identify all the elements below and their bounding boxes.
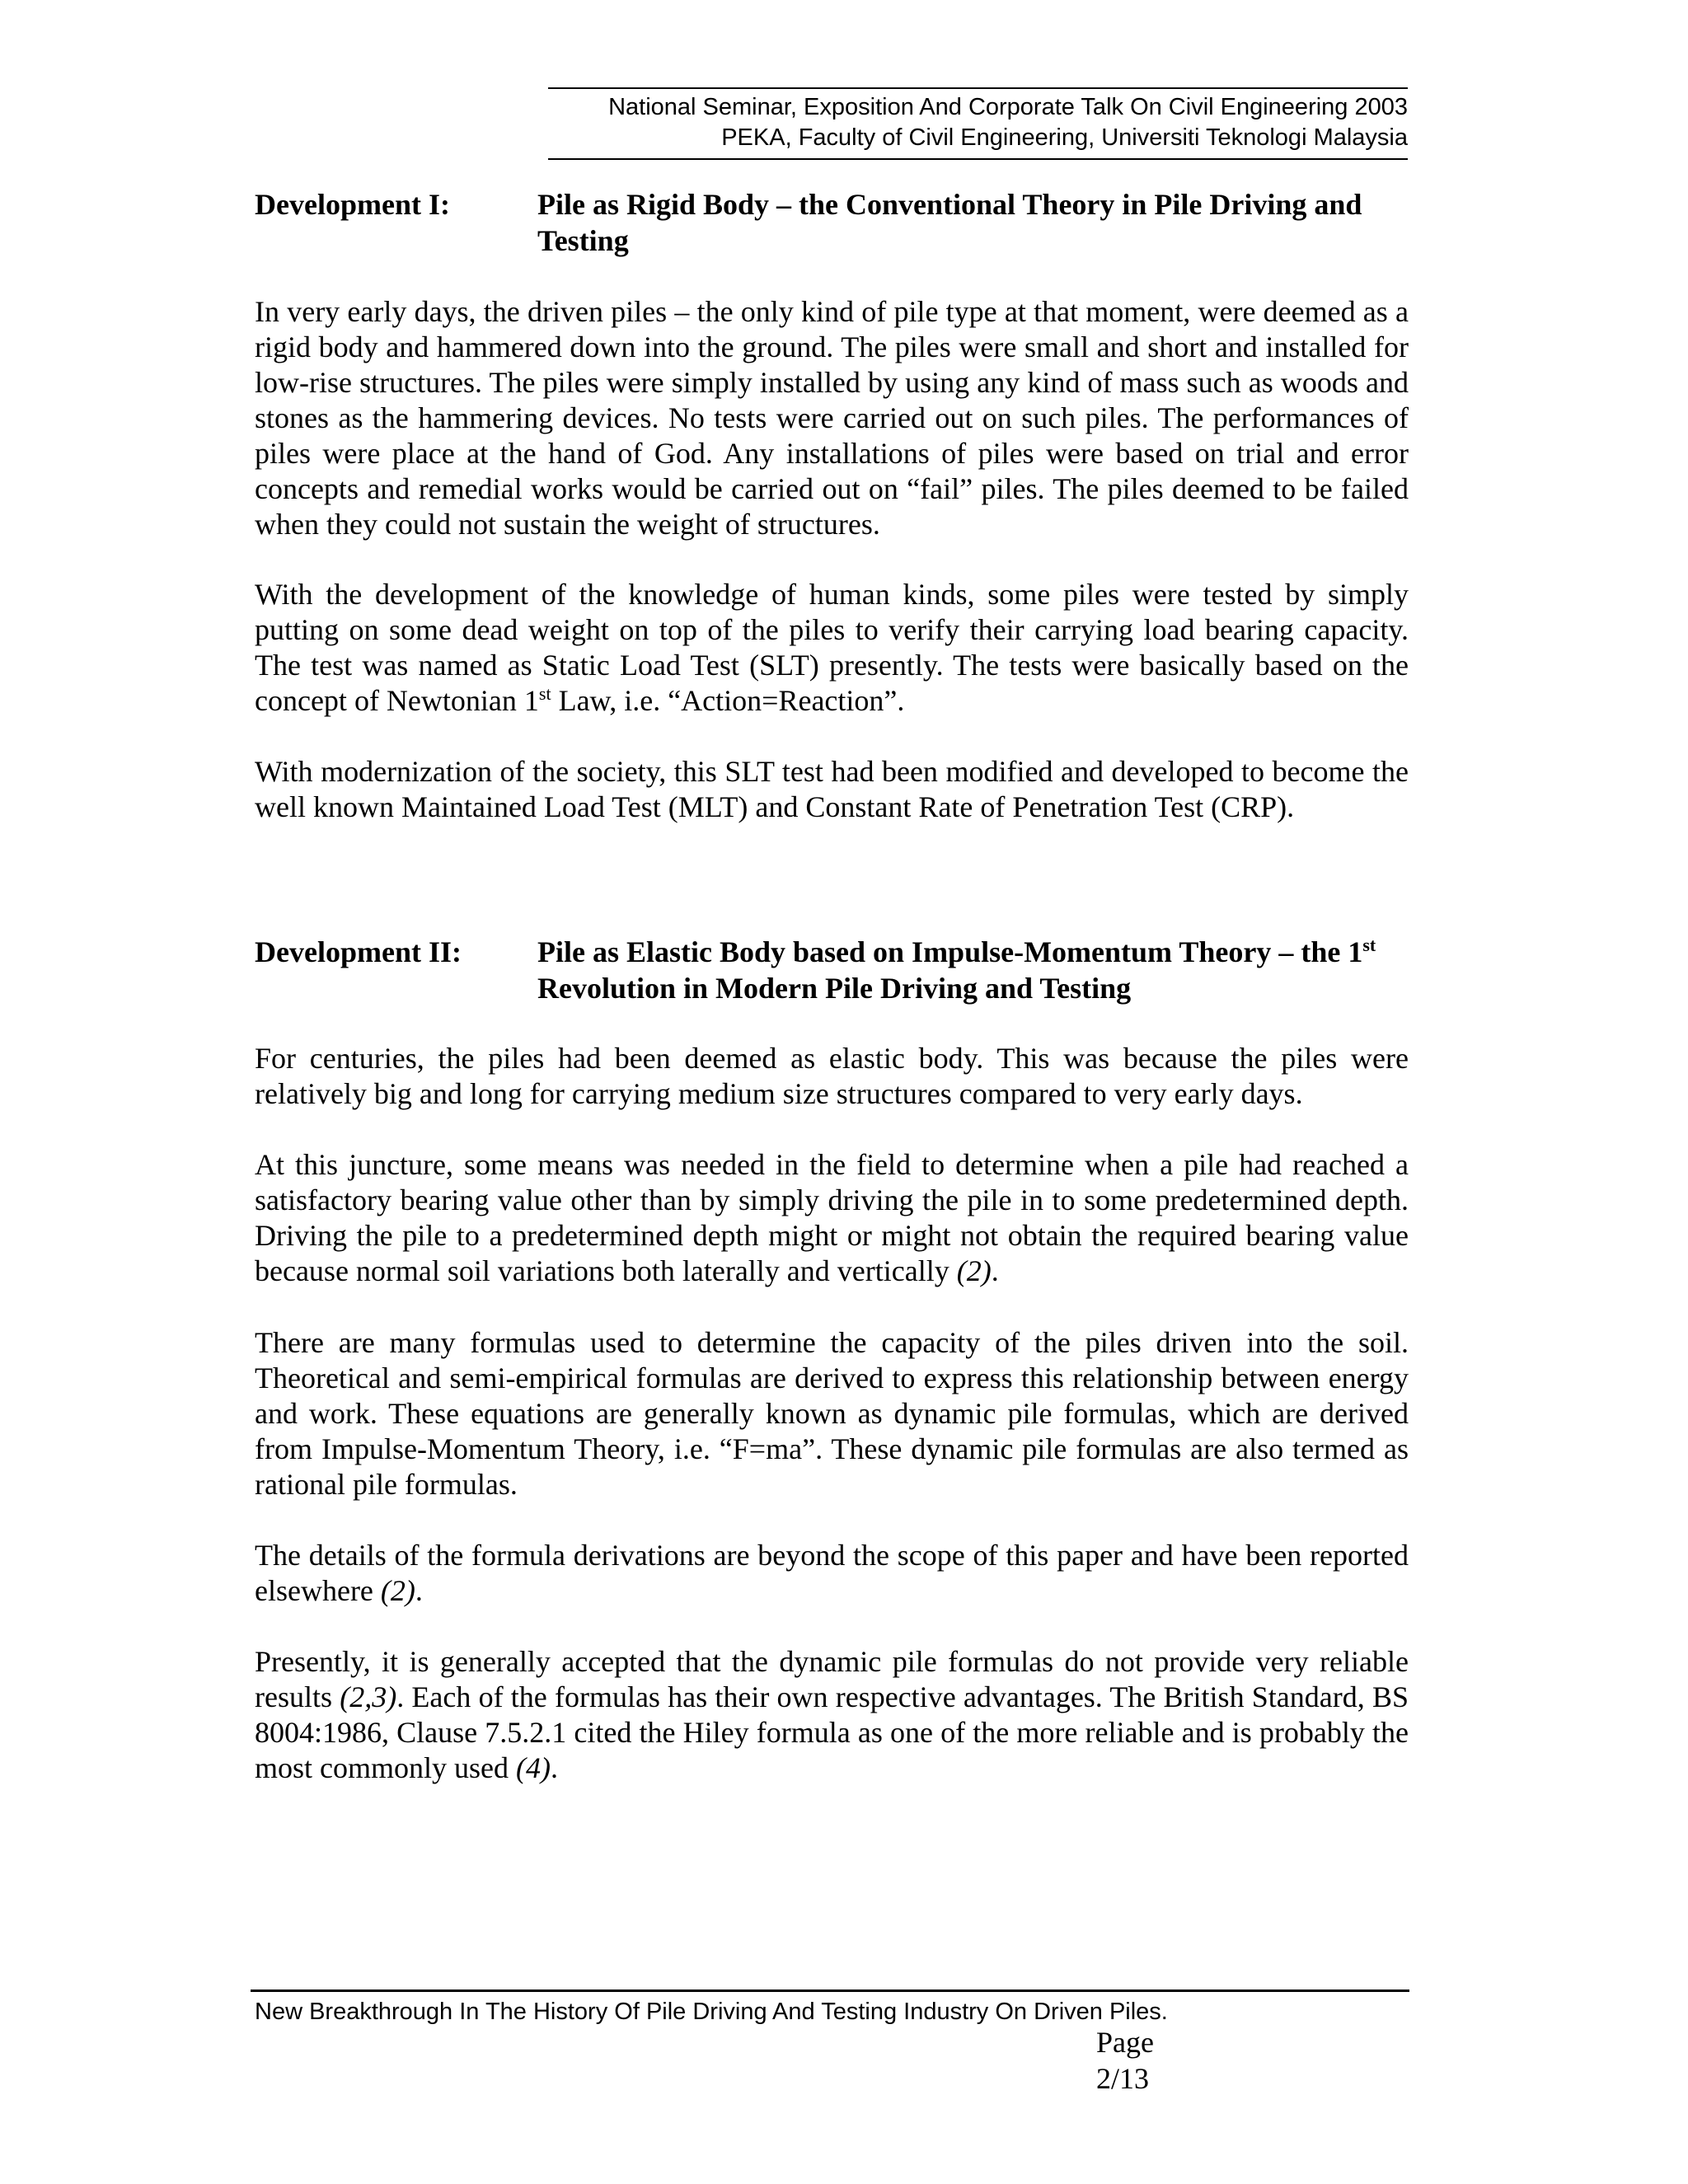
superscript: st [538,683,551,704]
header-line-2: PEKA, Faculty of Civil Engineering, Universiti Teknologi Malaysia [721,124,1408,151]
citation: (2,3) [340,1680,397,1713]
paragraph: Presently, it is generally accepted that the dynamic pile formulas do not provide very reliable results (2,3). Each of the formulas has their own respective advantages. The British Standard, BS 8004:1986, Clause 7.5.2.1 cited the Hiley formula as one of the more reliable and is probably the most commonly used (4). [255,1645,1409,1784]
paragraph: At this juncture, some means was needed in the field to determine when a pile had reached a satisfactory bearing value other than by simply driving the pile in to some predetermined depth. Driving the pile to a predetermined depth might or might not obtain the required bearing value because normal soil variations both laterally and vertically (2). [255,1148,1409,1287]
header-line-1: National Seminar, Exposition And Corporate Talk On Civil Engineering 2003 [608,94,1408,120]
footer-text: New Breakthrough In The History Of Pile Driving And Testing Industry On Driven Piles. [255,1999,1168,2025]
paragraph: For centuries, the piles had been deemed as elastic body. This was because the piles were relatively big and long for carrying medium size structures compared to very early days. [255,1042,1409,1110]
citation: (2) [956,1254,992,1287]
section-label: Development I: [255,188,450,221]
superscript: st [1362,935,1376,955]
paragraph: The details of the formula derivations are beyond the scope of this paper and have been reported elsewhere (2). [255,1539,1409,1607]
document-page: National Seminar, Exposition And Corporate Talk On Civil Engineering 2003 PEKA, Faculty of Civil Engineering, Universiti Teknologi Malaysia Development I: Pile as Rigid Body – the Conventional Theory in Pile Driving and Testing In very early days, the driven piles – the only kind of pile type at that moment, were deemed as a rigid body and hammered down into the ground. The piles were small and short and installed for low-rise structures. The piles were simply installed by using any kind of mass such as woods and stones as the hammering devices. No tests were carried out on such piles. The performances of piles were place at the hand of God. Any installations of piles were based on trial and error concepts and remedial works would be carried out on “fail” piles. The piles deemed to be failed when they could not sustain the weight of structures. With the development of the knowledge of human kinds, some piles were tested by simply putting on some dead weight on top of the piles to verify their carrying load bearing capacity. The test was named as Static Load Test (SLT) presently. The tests were basically based on the concept of Newtonian 1st Law, i.e. “Action=Reaction”. With modernization of the society, this SLT test had been modified and developed to become the well known Maintained Load Test (MLT) and Constant Rate of Penetration Test (CRP). Development II: Pile as Elastic Body based on Impulse-Momentum Theory – the 1st Revolution in Modern Pile Driving and Testing For centuries, the piles had been deemed as elastic body. This was because the piles were relatively big and long for carrying medium size structures compared to very early days. At this juncture, some means was needed in the field to determine when a pile had reached a satisfactory bearing value other than by simply driving the pile in to some predetermined depth. Driving the pile to a predetermined depth might or might not obtain the required bearing value because normal soil variations both laterally and vertically (2). There are many formulas used to determine the capacity of the piles driven into the soil. Theoretical and semi-empirical formulas are derived to express this relationship between energy and work. These equations are generally known as dynamic pile formulas, which are derived from Impulse-Momentum Theory, i.e. “F=ma”. These dynamic pile formulas are also termed as rational pile formulas. The details of the formula derivations are beyond the scope of this paper and have been reported elsewhere (2). Presently, it is generally accepted that the dynamic pile formulas do not provide very reliable results (2,3). Each of the formulas has their own respective advantages. The British Standard, BS 8004:1986, Clause 7.5.2.1 cited the Hiley formula as one of the more reliable and is probably the most commonly used (4). New Breakthrough In The History Of Pile Driving And Testing Industry On Driven Piles. Page 2/13 [0,0,1688,2184]
paragraph: There are many formulas used to determine the capacity of the piles driven into the soil. Theoretical and semi-empirical formulas are derived to express this relationship between energy and work. These equations are generally known as dynamic pile formulas, which are derived from Impulse-Momentum Theory, i.e. “F=ma”. These dynamic pile formulas are also termed as rational pile formulas. [255,1326,1409,1501]
paragraph: With modernization of the society, this SLT test had been modified and developed to become the well known Maintained Load Test (MLT) and Constant Rate of Penetration Test (CRP). [255,755,1409,823]
section-title: Pile as Elastic Body based on Impulse-Momentum Theory – the 1st Revolution in Modern Pile Driving and Testing [537,935,1376,1005]
section-title: Pile as Rigid Body – the Conventional Theory in Pile Driving and Testing [537,188,1362,257]
citation: (4) [516,1751,551,1784]
citation: (2) [380,1574,415,1607]
footer-rule [251,1990,1409,1992]
running-header [548,87,1408,160]
paragraph: With the development of the knowledge of human kinds, some piles were tested by simply putting on some dead weight on top of the piles to verify their carrying load bearing capacity. The test was named as Static Load Test (SLT) presently. The tests were basically based on the concept of Newtonian 1st Law, i.e. “Action=Reaction”. [255,578,1409,717]
section-label: Development II: [255,935,462,968]
paragraph: In very early days, the driven piles – the only kind of pile type at that moment, were deemed as a rigid body and hammered down into the ground. The piles were small and short and installed for low-rise structures. The piles were simply installed by using any kind of mass such as woods and stones as the hammering devices. No tests were carried out on such piles. The performances of piles were place at the hand of God. Any installations of piles were based on trial and error concepts and remedial works would be carried out on “fail” piles. The piles deemed to be failed when they could not sustain the weight of structures. [255,295,1409,541]
